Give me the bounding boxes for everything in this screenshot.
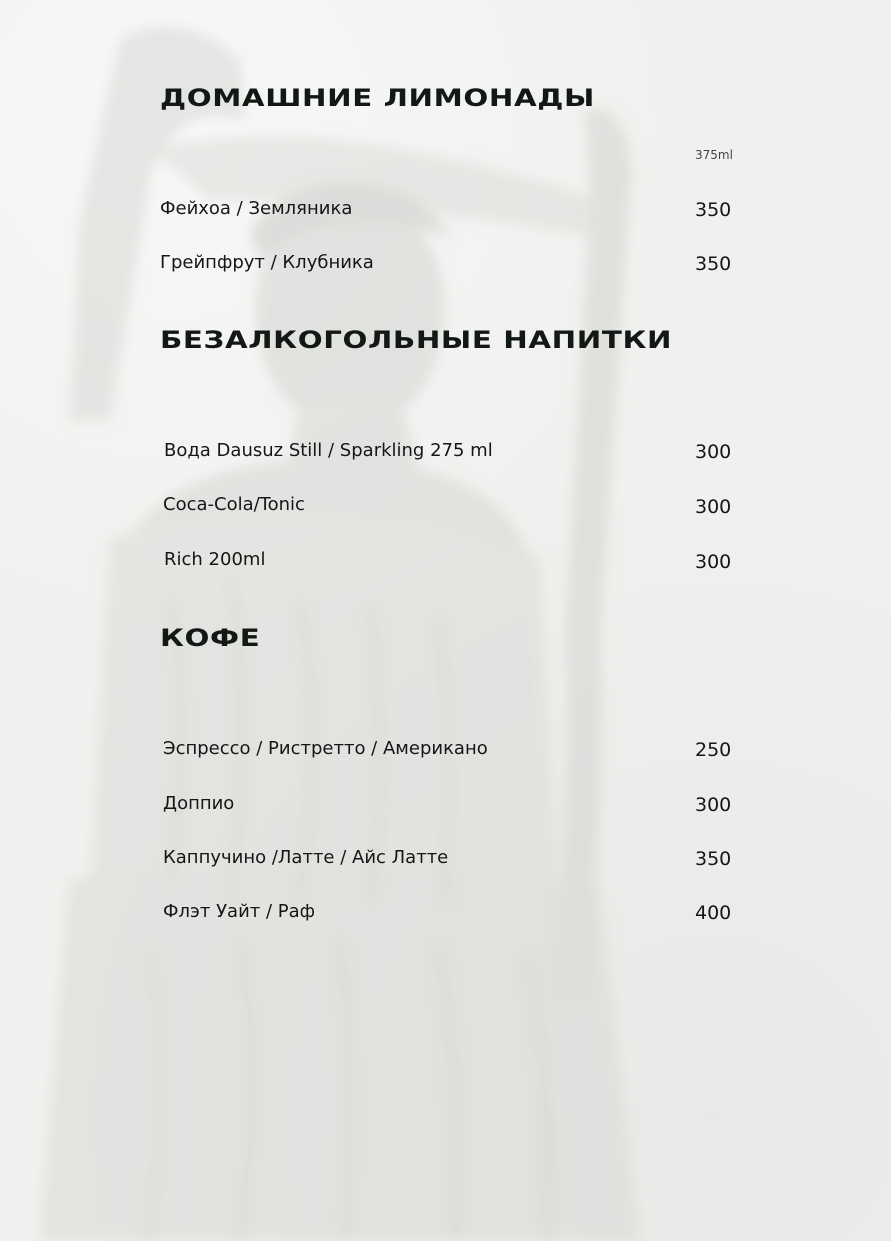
menu-item: [163, 494, 305, 515]
item-price: 350: [695, 253, 732, 275]
item-name: Эспрессо / Ристретто / Американо: [163, 738, 488, 759]
menu-item: [163, 901, 315, 922]
item-name: Доппио: [163, 793, 235, 814]
menu-item: [164, 440, 493, 461]
menu-item: [160, 252, 374, 273]
menu-item: [163, 793, 234, 814]
item-name: Rich: [164, 549, 203, 570]
section-volume-note: 375ml: [695, 148, 733, 162]
menu-item: [163, 738, 488, 759]
item-price: 300: [695, 441, 732, 463]
item-price: 300: [695, 551, 732, 573]
item-price: 400: [695, 902, 732, 924]
item-name: Грейпфрут / Клубника: [160, 252, 374, 273]
item-name: Coca-Cola/Tonic: [163, 494, 305, 515]
item-name: Каппучино /Латте / Айс Латте: [163, 847, 449, 868]
item-price: 350: [695, 848, 732, 870]
item-volume: 200ml: [208, 549, 266, 570]
menu-item: [163, 847, 448, 868]
item-name: Флэт Уайт / Раф: [163, 901, 316, 922]
item-price: 300: [695, 794, 732, 816]
item-price: 350: [695, 199, 732, 221]
section-title-coffee: КОФЕ: [160, 624, 261, 652]
section-title-soft-drinks: БЕЗАЛКОГОЛЬНЫЕ НАПИТКИ: [160, 326, 673, 354]
item-price: 250: [695, 739, 732, 761]
item-price: 300: [695, 496, 732, 518]
menu-item: [160, 198, 352, 219]
menu-item: [164, 549, 265, 570]
item-name: Фейхоа / Земляника: [160, 198, 353, 219]
item-name: Вода Dausuz Still / Sparkling: [164, 440, 425, 461]
item-volume: 275 ml: [430, 440, 493, 461]
section-title-lemonades: ДОМАШНИЕ ЛИМОНАДЫ: [160, 84, 595, 112]
